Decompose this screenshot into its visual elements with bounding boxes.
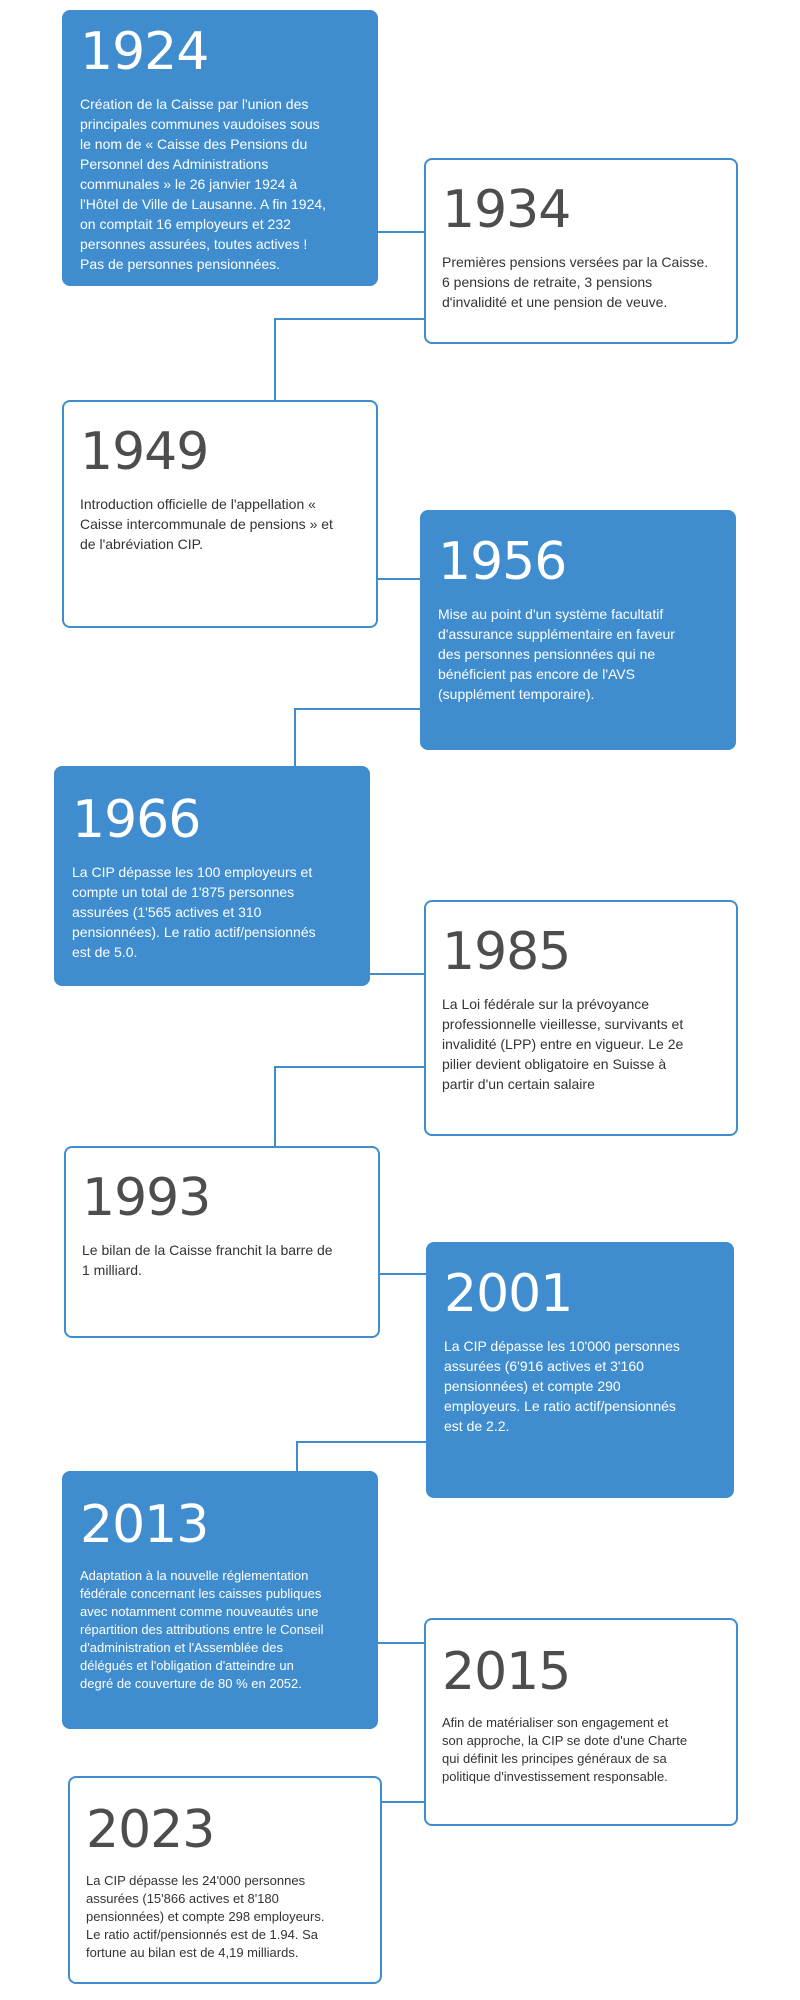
timeline-year: 1956 [438, 532, 567, 592]
timeline-description: La CIP dépasse les 10'000 personnes assurées (6'916 actives et 3'160 pensionnées) et compte 290 employeurs. Le ratio actif/pensionnés est de 2.2. [444, 1338, 680, 1434]
timeline-description: La Loi fédérale sur la prévoyance professionnelle vieillesse, survivants et invalidité (LPP) entre en vigueur. Le 2e pilier devient obligatoire en Suisse à partir d'un certain salaire [442, 996, 684, 1092]
connector-line [296, 1441, 298, 1471]
connector-line [370, 973, 424, 975]
connector-line [294, 708, 420, 710]
timeline-year: 1966 [72, 790, 201, 850]
connector-line [378, 578, 420, 580]
timeline-card-2013 [62, 1471, 378, 1729]
timeline-description: Adaptation à la nouvelle réglementation fédérale concernant les caisses publiques avec notamment comme nouveautés une répartition des attributions entre le Conseil d'administration et l'Assemblée des délégués et l'obligation d'atteindre un degré de couverture de 80 % en 2052. [80, 1568, 324, 1691]
timeline-card-1924 [62, 10, 378, 286]
connector-line [382, 1801, 424, 1803]
timeline-card-2001 [426, 1242, 734, 1498]
timeline-description: Premières pensions versées par la Caisse. 6 pensions de retraite, 3 pensions d'invalidité et une pension de veuve. [442, 254, 709, 310]
connector-line [274, 318, 276, 400]
connector-line [274, 1066, 424, 1068]
timeline-year: 2023 [86, 1800, 215, 1860]
timeline-card-1993 [64, 1146, 380, 1338]
timeline-year: 2001 [444, 1264, 573, 1324]
connector-line [294, 708, 296, 766]
timeline-card-2023 [68, 1776, 382, 1984]
connector-line [274, 318, 424, 320]
timeline-description: Introduction officielle de l'appellation « Caisse intercommunale de pensions » et de l'abréviation CIP. [80, 496, 333, 552]
timeline-card-1966 [54, 766, 370, 986]
timeline-year: 1993 [82, 1168, 211, 1228]
timeline-description: Création de la Caisse par l'union des principales communes vaudoises sous le nom de « Caisse des Pensions du Personnel des Administrations communales » le 26 janvier 1924 à l'Hôtel de Ville de Lausanne. A fin 1924, on comptait 16 employeurs et 232 personnes assurées, toutes actives ! Pas de personnes pensionnées. [80, 96, 327, 272]
timeline-card-1956 [420, 510, 736, 750]
timeline-card-1985 [424, 900, 738, 1136]
timeline-description: Afin de matérialiser son engagement et son approche, la CIP se dote d'une Charte qui définit les principes généraux de sa politique d'investissement responsable. [442, 1715, 688, 1784]
timeline-year: 2015 [442, 1642, 571, 1702]
connector-line [380, 1273, 426, 1275]
connector-line [378, 231, 424, 233]
timeline-description: La CIP dépasse les 24'000 personnes assurées (15'866 actives et 8'180 pensionnées) et compte 298 employeurs. Le ratio actif/pensionnés est de 1.94. Sa fortune au bilan est de 4,19 milliards. [86, 1873, 325, 1960]
timeline-card-2015 [424, 1618, 738, 1826]
timeline-description: Le bilan de la Caisse franchit la barre de 1 milliard. [82, 1242, 333, 1278]
timeline-year: 1985 [442, 922, 571, 982]
timeline-year: 2013 [80, 1495, 209, 1555]
timeline-description: Mise au point d'un système facultatif d'assurance supplémentaire en faveur des personnes pensionnées qui ne bénéficient pas encore de l'AVS (supplément temporaire). [438, 606, 675, 702]
connector-line [296, 1441, 426, 1443]
timeline-card-1934 [424, 158, 738, 344]
timeline-year: 1949 [80, 422, 209, 482]
timeline-year: 1934 [442, 180, 571, 240]
connector-line [274, 1066, 276, 1146]
connector-line [378, 1642, 424, 1644]
timeline-description: La CIP dépasse les 100 employeurs et compte un total de 1'875 personnes assurées (1'565 actives et 310 pensionnées). Le ratio actif/pensionnés est de 5.0. [72, 864, 316, 960]
timeline-card-1949 [62, 400, 378, 628]
timeline-year: 1924 [80, 22, 209, 82]
